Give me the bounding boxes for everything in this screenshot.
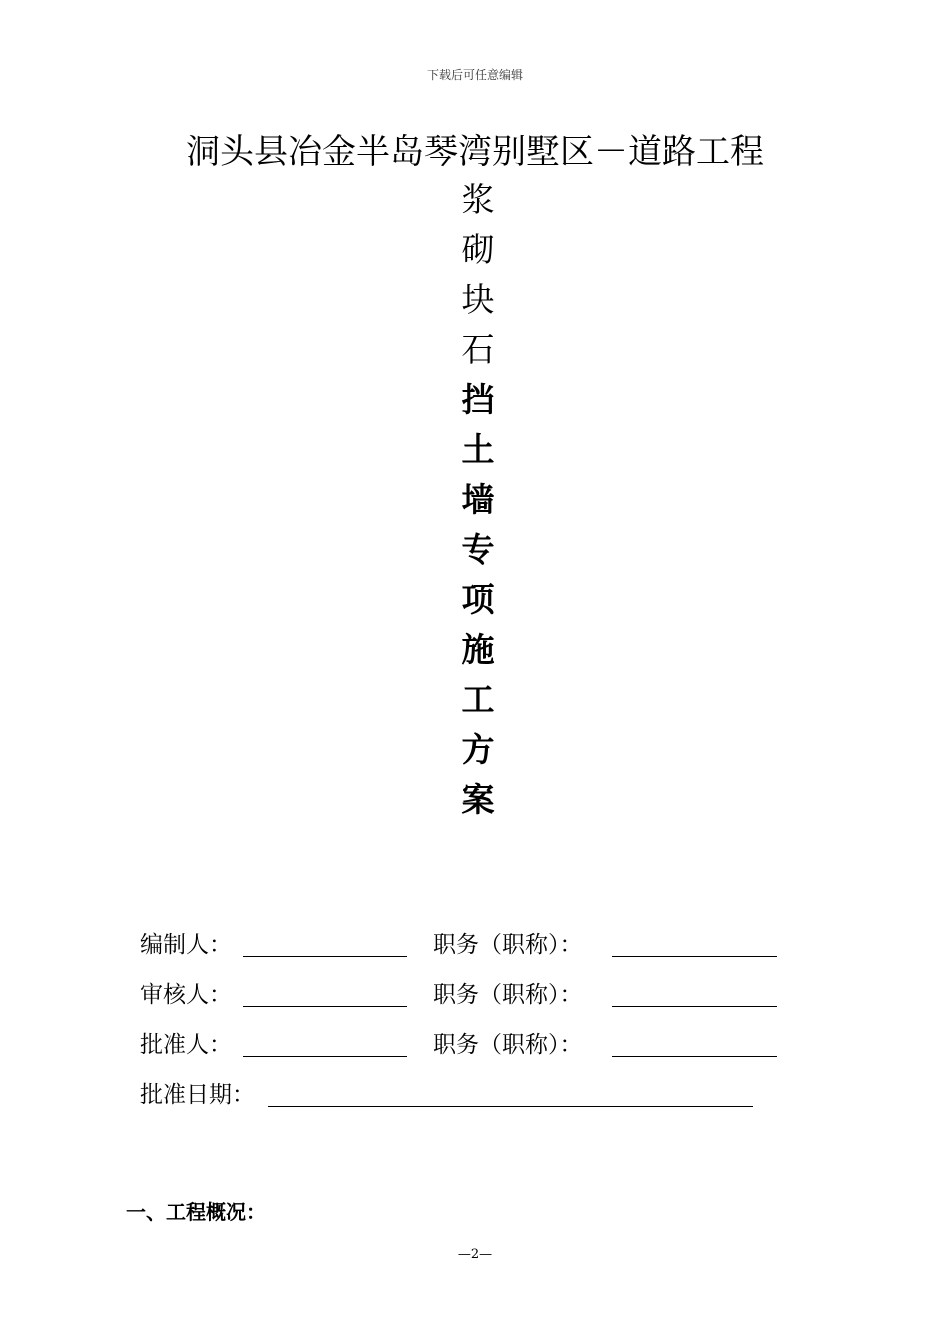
approver-label: 批准人： — [140, 1032, 232, 1058]
reviewer-position-line[interactable] — [612, 1006, 777, 1007]
vertical-title — [455, 175, 501, 825]
vertical-title-char: 石 — [461, 330, 495, 369]
approver-position-line[interactable] — [612, 1056, 777, 1057]
header-note: 下载后可任意编辑 — [426, 68, 523, 82]
vertical-title-char: 工 — [461, 680, 495, 719]
vertical-title-char: 施 — [461, 630, 495, 669]
compiler-signature-line[interactable] — [243, 956, 407, 957]
section-heading: 一、工程概况： — [126, 1200, 266, 1224]
compiler-position-line[interactable] — [612, 956, 777, 957]
compiler-position-label: 职务（职称）： — [433, 932, 583, 958]
vertical-title-char: 浆 — [461, 180, 495, 219]
approver-position-label: 职务（职称）： — [433, 1032, 583, 1058]
vertical-title-char: 墙 — [461, 480, 495, 519]
vertical-title-char: 土 — [461, 430, 495, 469]
vertical-title-char: 项 — [461, 580, 495, 619]
reviewer-position-label: 职务（职称）： — [433, 982, 583, 1008]
vertical-title-char: 案 — [461, 780, 495, 819]
reviewer-signature-line[interactable] — [243, 1006, 407, 1007]
vertical-title-char: 挡 — [461, 380, 495, 419]
approval-date-line[interactable] — [268, 1106, 753, 1107]
page-number: —2— — [457, 1247, 493, 1262]
vertical-title-char: 方 — [461, 730, 495, 769]
approval-date-label: 批准日期： — [140, 1082, 255, 1108]
vertical-title-char: 块 — [461, 280, 495, 319]
approver-signature-line[interactable] — [243, 1056, 407, 1057]
document-title: 洞头县冶金半岛琴湾别墅区－道路工程 — [186, 132, 764, 172]
vertical-title-char: 专 — [461, 530, 495, 569]
vertical-title-char: 砌 — [461, 230, 495, 269]
reviewer-label: 审核人： — [140, 982, 232, 1008]
compiler-label: 编制人： — [140, 932, 232, 958]
